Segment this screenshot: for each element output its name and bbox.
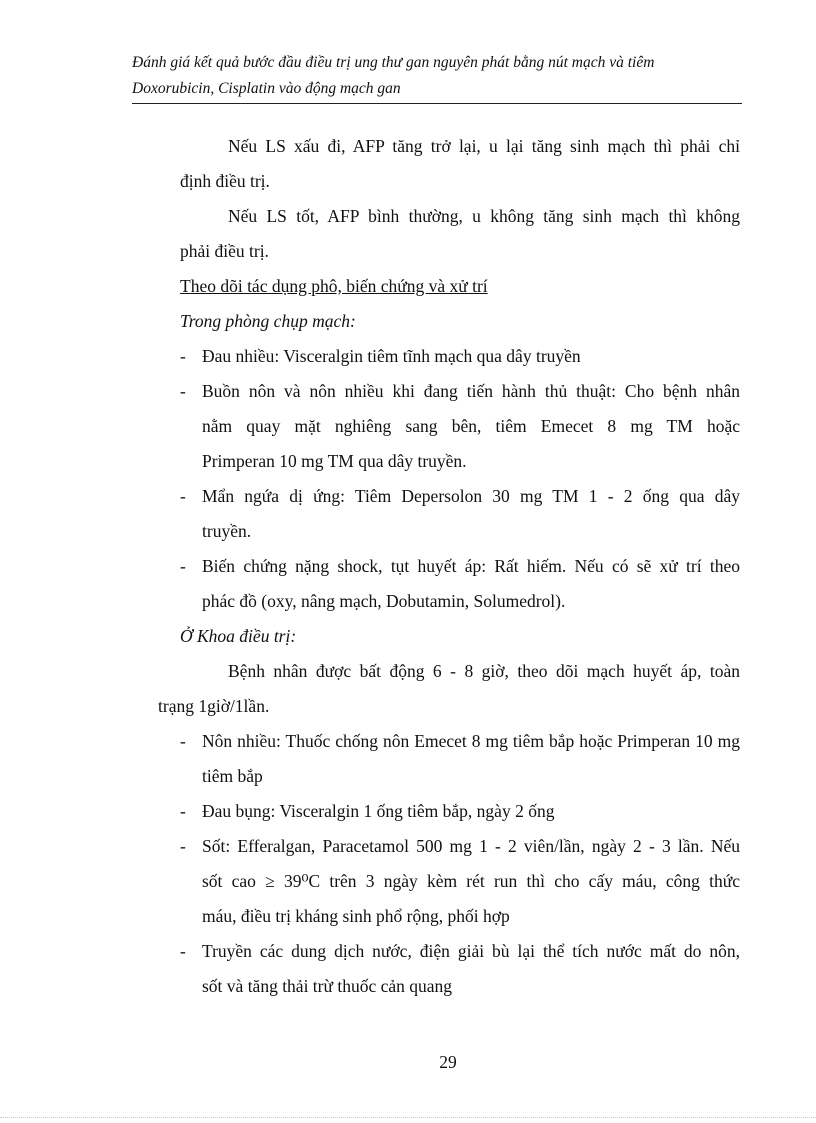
list-item-line: máu, điều trị kháng sinh phổ rộng, phối hợp	[202, 906, 510, 926]
list-item-line: Truyền các dung dịch nước, điện giải bù lại thể tích nước mất do nôn,	[202, 941, 740, 961]
list-item	[180, 479, 740, 549]
list-item-line: nằm quay mặt nghiêng sang bên, tiêm Emecet 8 mg TM hoặc	[202, 416, 740, 436]
list-item-line: Đau bụng: Visceralgin 1 ống tiêm bắp, ngày 2 ống	[202, 801, 555, 821]
paragraph-line: Bệnh nhân được bất động 6 - 8 giờ, theo dõi mạch huyết áp, toàn	[228, 661, 740, 681]
header-rule	[132, 103, 742, 104]
header-line-1: Đánh giá kết quả bước đầu điều trị ung thư gan nguyên phát bằng nút mạch và tiêm	[132, 54, 655, 71]
list	[180, 724, 740, 1004]
list-item-line: Biến chứng nặng shock, tụt huyết áp: Rất hiếm. Nếu có sẽ xử trí theo	[202, 556, 740, 576]
header-line-2: Doxorubicin, Cisplatin vào động mạch gan	[132, 80, 401, 97]
section-heading: Theo dõi tác dụng phô, biến chứng và xử trí	[180, 276, 488, 296]
list	[180, 339, 740, 619]
body-text	[158, 129, 740, 1004]
paragraph-line: định điều trị.	[180, 171, 270, 191]
running-header	[132, 50, 742, 102]
list-item	[180, 339, 740, 374]
paragraph	[180, 129, 740, 199]
list-item	[180, 794, 740, 829]
list-bullet: -	[180, 801, 186, 821]
list-bullet: -	[180, 836, 186, 856]
paragraph-line: Nếu LS xấu đi, AFP tăng trở lại, u lại tăng sinh mạch thì phải chỉ	[228, 136, 740, 156]
list-bullet: -	[180, 731, 186, 751]
list-bullet: -	[180, 486, 186, 506]
subheading: Trong phòng chụp mạch:	[180, 311, 356, 331]
list-item-line: Buồn nôn và nôn nhiều khi đang tiến hành thủ thuật: Cho bệnh nhân	[202, 381, 740, 401]
paragraph	[158, 654, 740, 724]
list-item-line: tiêm bắp	[202, 766, 263, 786]
subheading: Ở Khoa điều trị:	[180, 626, 297, 646]
list-item-line: sốt cao ≥ 39⁰C trên 3 ngày kèm rét run thì cho cấy máu, công thức	[202, 871, 740, 891]
list-bullet: -	[180, 381, 186, 401]
list-bullet: -	[180, 941, 186, 961]
list-item	[180, 724, 740, 794]
list-item-line: Nôn nhiều: Thuốc chống nôn Emecet 8 mg tiêm bắp hoặc Primperan 10 mg	[202, 731, 740, 751]
paragraph-line: trạng 1giờ/1lần.	[158, 696, 270, 716]
list-item	[180, 934, 740, 1004]
page-number: 29	[439, 1052, 457, 1072]
list-item-line: Mẩn ngứa dị ứng: Tiêm Depersolon 30 mg TM 1 - 2 ống qua dây	[202, 486, 740, 506]
list-bullet: -	[180, 346, 186, 366]
list-item-line: truyền.	[202, 521, 252, 541]
list-item-line: phác đồ (oxy, nâng mạch, Dobutamin, Solumedrol).	[202, 591, 566, 611]
list-item-line: sốt và tăng thải trừ thuốc cản quang	[202, 976, 453, 996]
page-bottom-divider	[0, 1117, 816, 1118]
list-item-line: Đau nhiều: Visceralgin tiêm tĩnh mạch qua dây truyền	[202, 346, 581, 366]
list-item	[180, 829, 740, 934]
list-item	[180, 549, 740, 619]
paragraph-line: phải điều trị.	[180, 241, 269, 261]
list-item-line: Primperan 10 mg TM qua dây truyền.	[202, 451, 467, 471]
paragraph-line: Nếu LS tốt, AFP bình thường, u không tăng sinh mạch thì không	[228, 206, 740, 226]
list-item	[180, 374, 740, 479]
list-item-line: Sốt: Efferalgan, Paracetamol 500 mg 1 - 2 viên/lần, ngày 2 - 3 lần. Nếu	[202, 836, 740, 856]
paragraph	[180, 199, 740, 269]
list-bullet: -	[180, 556, 186, 576]
